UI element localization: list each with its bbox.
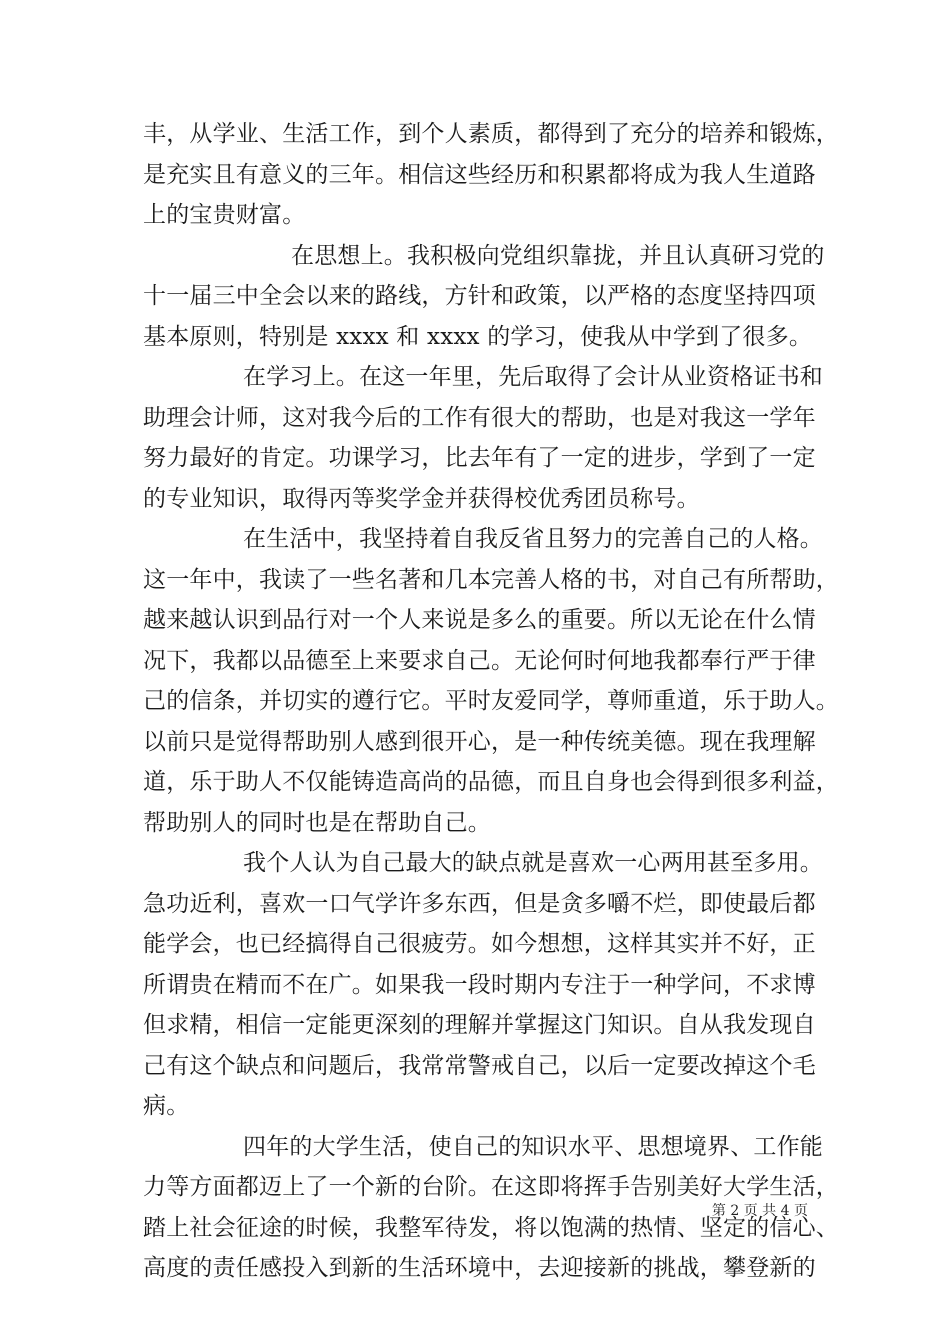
text-line: 越来越认识到品行对一个人来说是多么的重要。所以无论在什么情 [143, 607, 816, 633]
text-line: 踏上社会征途的时候，我整军待发，将以饱满的热情、坚定的信心、 [143, 1214, 839, 1241]
text-line: 况下，我都以品德至上来要求自己。无论何时何地我都奉行严于律 [143, 647, 816, 674]
text-line: 十一届三中全会以来的路线，方针和政策，以严格的态度坚持四项 [143, 283, 816, 309]
text-line: 四年的大学生活，使自己的知识水平、思想境界、工作能 [243, 1133, 823, 1160]
text-line: 所谓贵在精而不在广。如果我一段时期内专注于一种学问，不求博 [143, 971, 816, 998]
text-line: 病。 [143, 1093, 190, 1119]
page-number: 第 2 页 共 4 页 [711, 1203, 808, 1219]
text-line: 在学习上。在这一年里，先后取得了会计从业资格证书和 [243, 364, 823, 390]
text-line: 努力最好的肯定。功课学习，比去年有了一定的进步，学到了一定 [143, 445, 816, 471]
text-line: 帮助别人的同时也是在帮助自己。 [143, 809, 491, 836]
text-line: 力等方面都迈上了一个新的台阶。在这即将挥手告别美好大学生活， [143, 1174, 839, 1200]
text-line: 的专业知识，取得丙等奖学金并获得校优秀团员称号。 [143, 485, 700, 512]
text-line: 能学会，也已经搞得自己很疲劳。如今想想，这样其实并不好，正 [143, 931, 816, 957]
text-line: 基本原则，特别是 xxxx 和 xxxx 的学习，使我从中学到了很多。 [143, 323, 813, 350]
text-line: 己的信条，并切实的遵行它。平时友爱同学，尊师重道，乐于助人。 [143, 688, 839, 714]
text-line: 高度的责任感投入到新的生活环境中，去迎接新的挑战，攀登新的 [143, 1255, 816, 1281]
text-line: 但求精，相信一定能更深刻的理解并掌握这门知识。自从我发现自 [143, 1012, 816, 1038]
text-line: 急功近利，喜欢一口气学许多东西，但是贪多嚼不烂，即使最后都 [143, 890, 816, 917]
text-line: 助理会计师，这对我今后的工作有很大的帮助，也是对我这一学年 [143, 404, 816, 431]
text-line: 丰，从学业、生活工作，到个人素质，都得到了充分的培养和锻炼， [143, 121, 839, 147]
text-line: 以前只是觉得帮助别人感到很开心，是一种传统美德。现在我理解 [143, 728, 816, 755]
text-line: 这一年中，我读了一些名著和几本完善人格的书，对自己有所帮助， [143, 566, 839, 593]
text-line: 上的宝贵财富。 [143, 202, 306, 228]
text-line: 在思想上。我积极向党组织靠拢，并且认真研习党的 [291, 242, 825, 269]
text-line: 己有这个缺点和问题后，我常常警戒自己，以后一定要改掉这个毛 [143, 1052, 816, 1079]
text-line: 我个人认为自己最大的缺点就是喜欢一心两用甚至多用。 [243, 850, 823, 876]
text-line: 是充实且有意义的三年。相信这些经历和积累都将成为我人生道路 [143, 161, 816, 188]
body-text [143, 114, 839, 1289]
text-line: 在生活中，我坚持着自我反省且努力的完善自己的人格。 [243, 526, 823, 552]
text-line: 道，乐于助人不仅能铸造高尚的品德，而且自身也会得到很多利益， [143, 769, 839, 795]
